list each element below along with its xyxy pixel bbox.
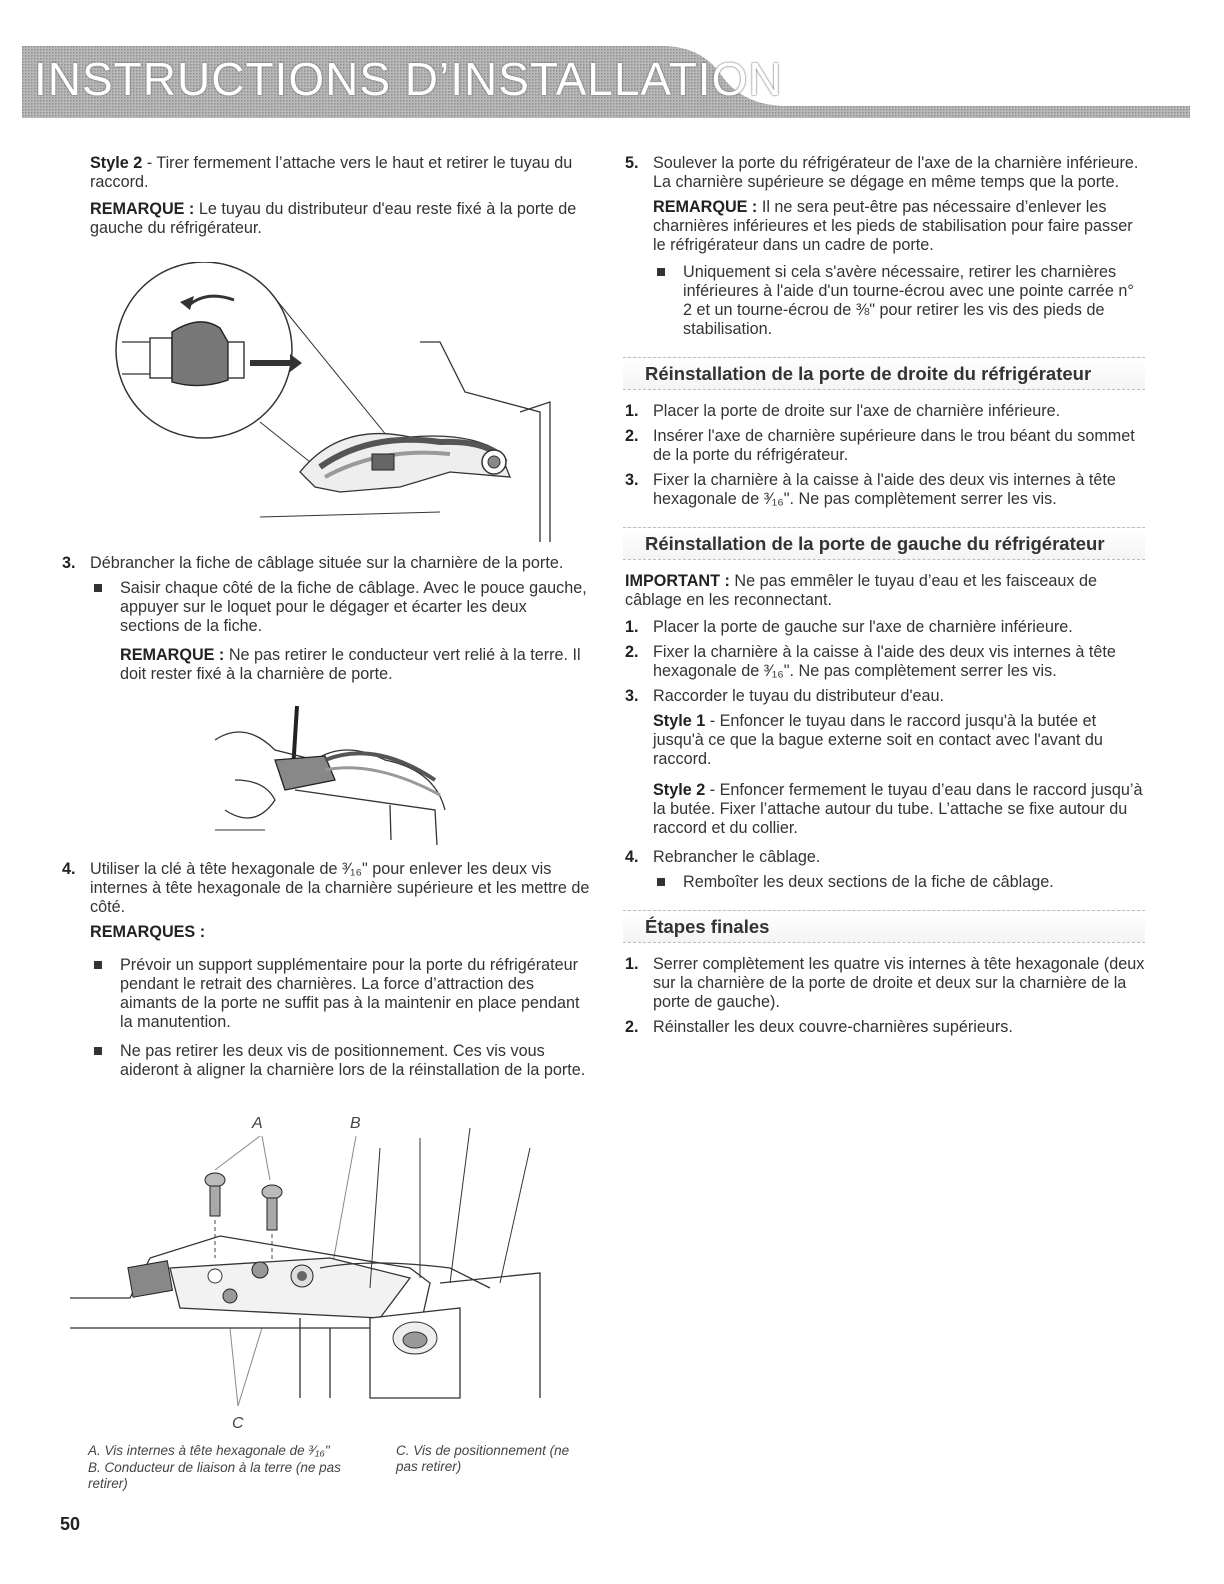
- figure-label-c: C: [232, 1415, 244, 1432]
- step-number: 1.: [625, 955, 639, 973]
- step-text: Raccorder le tuyau du distributeur d'eau.: [653, 687, 945, 705]
- important-text: Ne pas emmêler le tuyau d’eau et les faisceaux de câblage en les reconnectant.: [625, 572, 1098, 609]
- left-column-middle: [62, 554, 590, 692]
- caption-b: B. Conducteur de liaison à la terre (ne pas retirer): [88, 1460, 341, 1491]
- bullet-square-icon: [94, 584, 102, 592]
- step-text: Placer la porte de gauche sur l'axe de charnière inférieure.: [653, 618, 1073, 636]
- step-number: 3.: [625, 471, 639, 489]
- bullet-text: Uniquement si cela s'avère nécessaire, retirer les charnières inférieures à l'aide d'un tourne-écrou avec une pointe carrée n° 2 et un tourne-écrou de ⅜" pour retirer les vis des pieds de stabilisation.: [683, 263, 1134, 338]
- style-label: Style 2: [653, 781, 706, 799]
- step-text: Fixer la charnière à la caisse à l'aide des deux vis internes à tête hexagonale de ³⁄₁₆". Ne pas complètement serrer les vis.: [653, 471, 1116, 508]
- step-number: 3.: [625, 687, 639, 705]
- bullet-text: Ne pas retirer les deux vis de positionnement. Ces vis vous aideront à aligner la charnière lors de la réinstallation de la porte.: [120, 1042, 586, 1079]
- step-number: 2.: [625, 1018, 639, 1036]
- section-heading-final-steps: Étapes finales: [623, 910, 1145, 943]
- remarque-label: REMARQUE :: [90, 200, 195, 218]
- step-number: 4.: [625, 848, 639, 866]
- step-number: 4.: [62, 860, 76, 878]
- step5-bullet: [653, 263, 1145, 339]
- caption-a: A. Vis internes à tête hexagonale de ³⁄₁₆": [88, 1443, 330, 1458]
- sec2-step-4: [625, 848, 1145, 867]
- style2-paragraph: [653, 781, 1145, 838]
- note-text: Ne pas retirer le conducteur vert relié à la terre. Il doit rester fixé à la charnière de porte.: [120, 646, 581, 683]
- sec1-step-1: [625, 402, 1145, 421]
- step-text: Serrer complètement les quatre vis internes à tête hexagonale (deux sur la charnière de la porte de droite et deux sur la charnière de la porte de gauche).: [653, 955, 1145, 1011]
- figure-label-a: A: [252, 1115, 263, 1132]
- sec3-step-1: [625, 955, 1145, 1012]
- bullet-text: Prévoir un support supplémentaire pour la porte du réfrigérateur pendant le retrait des charnières. La force d’attraction des aimants de la porte ne suffit pas à la maintenir en place pendant la manutention.: [120, 956, 580, 1031]
- style1-paragraph: [653, 712, 1145, 769]
- step-text: Utiliser la clé à tête hexagonale de ³⁄₁₆" pour enlever les deux vis internes à tête hexagonale de la charnière supérieure et les mettre de côté.: [90, 860, 590, 916]
- important-label: IMPORTANT :: [625, 572, 730, 590]
- step-5: [625, 154, 1145, 192]
- important-paragraph: [625, 572, 1145, 610]
- sec2-step-2: [625, 643, 1145, 681]
- style-label: Style 2: [90, 154, 143, 172]
- style-label: Style 1: [653, 712, 706, 730]
- note-text: Il ne sera peut-être pas nécessaire d’enlever les charnières inférieures et les pieds de stabilisation pour faire passer le réfrigérateur dans un cadre de porte.: [653, 198, 1133, 254]
- style-text: - Enfoncer fermement le tuyau d’eau dans le raccord jusqu’à la butée. Fixer l’attache autour du tube. L’attache se fixe autour du raccord et du collier.: [653, 781, 1143, 837]
- page-title: INSTRUCTIONS D’INSTALLATION: [34, 53, 783, 105]
- left-column-lower: [62, 860, 590, 1090]
- step-3: [62, 554, 590, 573]
- sec2-step-3: [625, 687, 1145, 706]
- figure-hinge-screws: [70, 1108, 600, 1438]
- bullet-square-icon: [657, 878, 665, 886]
- step-number: 2.: [625, 643, 639, 661]
- section-heading-right-door: Réinstallation de la porte de droite du réfrigérateur: [623, 357, 1145, 390]
- left-column: [90, 154, 590, 246]
- figure-label-b: B: [350, 1115, 361, 1132]
- step-text: Placer la porte de droite sur l'axe de charnière inférieure.: [653, 402, 1061, 420]
- step-number: 1.: [625, 402, 639, 420]
- remarque-text: Le tuyau du distributeur d'eau reste fixé à la porte de gauche du réfrigérateur.: [90, 200, 577, 237]
- step-number: 1.: [625, 618, 639, 636]
- step-text: Soulever la porte du réfrigérateur de l'axe de la charnière inférieure. La charnière supérieure se dégage en même temps que la porte.: [653, 154, 1139, 191]
- step-text: Rebrancher le câblage.: [653, 848, 821, 866]
- step3-note: [120, 646, 590, 684]
- bullet-text: Remboîter les deux sections de la fiche de câblage.: [683, 873, 1054, 891]
- sec1-step-3: [625, 471, 1145, 509]
- step-number: 5.: [625, 154, 639, 172]
- step3-bullet: [90, 579, 590, 636]
- remarques-heading: REMARQUES :: [90, 923, 206, 941]
- figure-water-fitting: [110, 262, 570, 542]
- remarques-bullet-1: [90, 956, 590, 1032]
- remarque-paragraph: [90, 200, 590, 238]
- step-number: 2.: [625, 427, 639, 445]
- bullet-square-icon: [94, 1047, 102, 1055]
- remarques-bullet-2: [90, 1042, 590, 1080]
- sec3-step-2: [625, 1018, 1145, 1037]
- bullet-text: Saisir chaque côté de la fiche de câblage. Avec le pouce gauche, appuyer sur le loquet pour le dégager et écarter les deux sections de la fiche.: [120, 579, 587, 635]
- right-column: [625, 154, 1145, 1043]
- sec1-step-2: [625, 427, 1145, 465]
- sec2-step-1: [625, 618, 1145, 637]
- step-number: 3.: [62, 554, 76, 572]
- step-4: [62, 860, 590, 917]
- step-text: Réinstaller les deux couvre-charnières supérieurs.: [653, 1018, 1013, 1036]
- section-heading-left-door: Réinstallation de la porte de gauche du réfrigérateur: [623, 527, 1145, 560]
- bullet-square-icon: [657, 268, 665, 276]
- step-text: Insérer l'axe de charnière supérieure dans le trou béant du sommet de la porte du réfrigérateur.: [653, 427, 1135, 464]
- style2-paragraph: [90, 154, 590, 192]
- figure-wiring-plug: [205, 700, 475, 850]
- bullet-square-icon: [94, 961, 102, 969]
- caption-c: C. Vis de positionnement (ne pas retirer): [396, 1443, 570, 1474]
- note-label: REMARQUE :: [120, 646, 225, 664]
- style-text: - Tirer fermement l’attache vers le haut et retirer le tuyau du raccord.: [90, 154, 573, 191]
- style-text: - Enfoncer le tuyau dans le raccord jusqu'à la butée et jusqu'à ce que la bague externe soit en contact avec l'avant du raccord.: [653, 712, 1103, 768]
- sec2-step4-bullet: [653, 873, 1145, 892]
- step5-note: [653, 198, 1145, 255]
- note-label: REMARQUE :: [653, 198, 758, 216]
- step-text: Fixer la charnière à la caisse à l'aide des deux vis internes à tête hexagonale de ³⁄₁₆". Ne pas complètement serrer les vis.: [653, 643, 1116, 680]
- step-text: Débrancher la fiche de câblage située sur la charnière de la porte.: [90, 554, 564, 572]
- page-number: 50: [60, 1514, 81, 1534]
